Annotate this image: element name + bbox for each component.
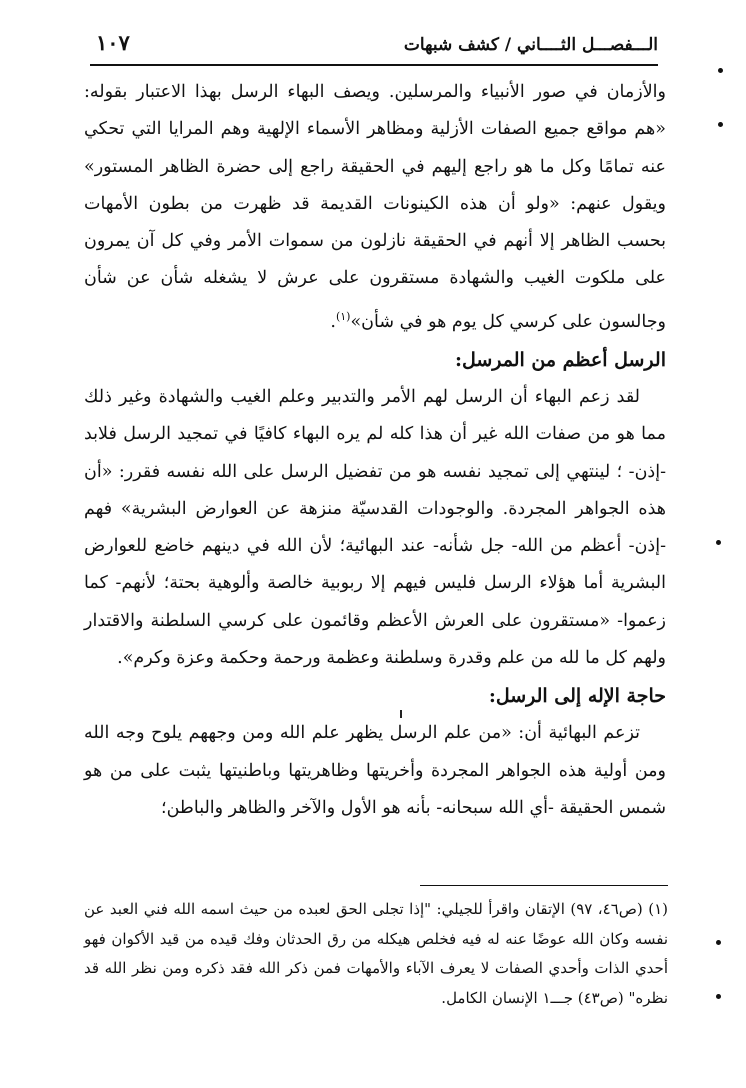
footnote-rule xyxy=(420,885,668,886)
paragraph-1-end: . xyxy=(330,311,336,332)
footnote-text: (١) (ص٤٦، ٩٧) الإتقان واقرأ للجيلي: "إذا تجلى الحق لعبده من حيث اسمه الله فني العبد عن نفسه وكان الله عوضًا عنه له فيه فخلص هيكله من رق الحدثان وفك قيده من قيد الأكوان فهو أحدي الذات وأحدي الصفات لا يعرف الآباء والأمهات فمن ذكر الله فقد ذكره ومن نظر الله قد نظره" (ص٤٣) جـــ١ الإنسان الكامل. xyxy=(84,900,669,1007)
paragraph-1 xyxy=(84,74,666,341)
footnote xyxy=(84,895,668,1013)
margin-mark xyxy=(716,540,721,545)
margin-mark xyxy=(718,68,723,73)
paragraph-1-text: والأزمان في صور الأنبياء والمرسلين. ويصف البهاء الرسل بهذا الاعتبار بقوله: «هم مواقع جميع الصفات الأزلية ومظاهر الأسماء الإلهية وهم المرايا التي تحكي عنه تمامًا وكل ما هو راجع إليهم في الحقيقة راجع إلى حضرة الظاهر المستور» ويقول عنهم: «ولو أن هذه الكينونات القديمة قد ظهرت من بطون الأمهات بحسب الظاهر إلا أنهم في الحقيقة نازلون من سموات الأمر وفي كل آن يمرون على ملكوت الغيب والشهادة مستقرون على عرش لا يشغله شأن عن شأن وجالسون على كرسي كل يوم هو في شأن» xyxy=(84,82,666,332)
margin-mark xyxy=(718,122,723,127)
main-text xyxy=(84,74,666,827)
header-rule xyxy=(90,64,658,66)
paragraph-3: تزعم البهائية أن: «من علم الرسل يظهر علم الله ومن وجههم يلوح وجه الله ومن أولية هذه الجواهر المجردة وأخريتها وظاهريتها وباطنيتها يثبت على من هو شمس الحقيقة -أي الله سبحانه- بأنه هو الأول والآخر والظاهر والباطن؛ xyxy=(84,723,666,818)
running-header-title: الـــفصـــل الثــــاني / كشف شبهات xyxy=(403,35,658,55)
footnote-reference[interactable]: (١) xyxy=(335,309,351,323)
heading-god-needs-messengers: حاجة الإله إلى الرسل: xyxy=(488,685,666,708)
margin-mark xyxy=(716,940,721,945)
paragraph-2: لقد زعم البهاء أن الرسل لهم الأمر والتدبير وعلم الغيب والشهادة وغير ذلك مما هو من صفات الله غير أن هذا كله لم يره البهاء كافيًا في تمجيد الرسل فلابد -إذن- ؛ لينتهي إلى تمجيد نفسه هو من تفضيل الرسل على الله نفسه فقرر: «أن هذه الجواهر المجردة. والوجودات القدسيّة منزهة عن العوارض البشرية» فهم -إذن- أعظم من الله- جل شأنه- عند البهائية؛ لأن الله في دينهم خاضع للعوارض البشرية أما هؤلاء الرسل فليس فيهم إلا ربوبية خالصة وألوهية بحتة؛ لأنهم- كما زعموا- «مستقرون على العرش الأعظم وقائمون على كرسي السلطنة والاقتدار ولهم كل ما لله من علم وقدرة وسلطنة وعظمة ورحمة وحكمة وعزة وكرم». xyxy=(84,386,666,668)
page-number: ١٠٧ xyxy=(96,30,130,55)
margin-mark xyxy=(400,710,402,718)
margin-mark xyxy=(716,994,721,999)
heading-messengers-greater: الرسل أعظم من المرسل: xyxy=(454,348,666,371)
